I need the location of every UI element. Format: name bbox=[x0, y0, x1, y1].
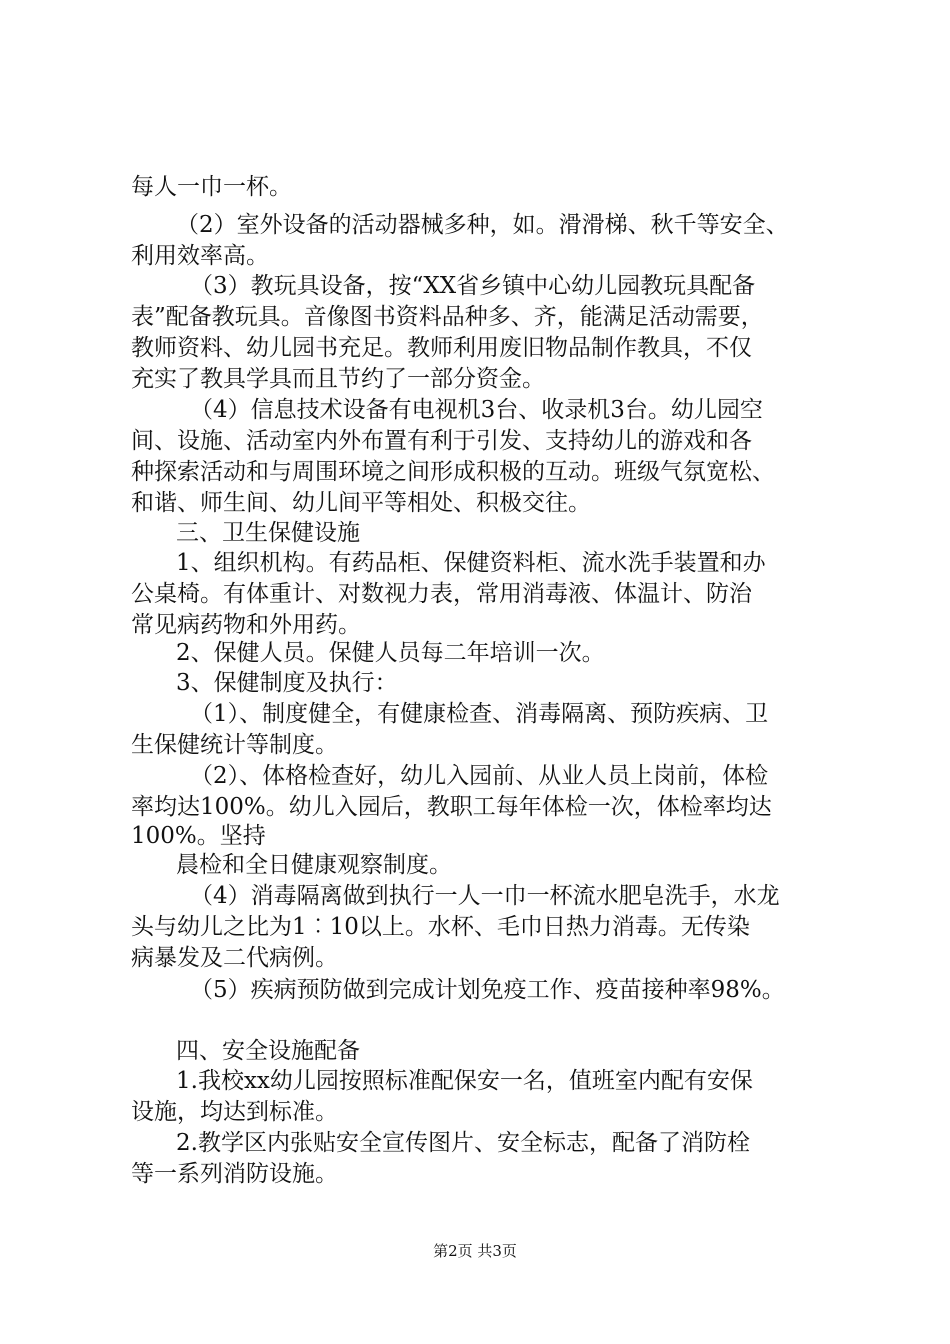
section-heading: 三、卫生保健设施 bbox=[176, 520, 360, 546]
text-line: 表”配备教玩具。音像图书资料品种多、齐，能满足活动需要， bbox=[131, 304, 764, 330]
text-line: 公桌椅。有体重计、对数视力表，常用消毒液、体温计、防治 bbox=[131, 581, 752, 607]
text-line: （5）疾病预防做到完成计划免疫工作、疫苗接种率98%。 bbox=[190, 977, 785, 1003]
text-line: （4）消毒隔离做到执行一人一巾一杯流水肥皂洗手，水龙 bbox=[190, 883, 780, 909]
text-line: （1）、制度健全，有健康检查、消毒隔离、预防疾病、卫 bbox=[190, 701, 769, 727]
text-line: 2、保健人员。保健人员每二年培训一次。 bbox=[176, 640, 605, 666]
text-line: 充实了教具学具而且节约了一部分资金。 bbox=[131, 366, 545, 392]
page-number-footer: 第2页 共3页 bbox=[433, 1242, 517, 1260]
text-line: 每人一巾一杯。 bbox=[131, 174, 292, 200]
text-line: （3）教玩具设备，按“XX省乡镇中心幼儿园教玩具配备 bbox=[190, 273, 756, 299]
text-line: 常见病药物和外用药。 bbox=[131, 612, 361, 638]
text-line: 3、保健制度及执行： bbox=[176, 670, 398, 696]
text-line: 率均达100%。幼儿入园后，教职工每年体检一次，体检率均达 bbox=[131, 794, 772, 820]
section-heading: 四、安全设施配备 bbox=[176, 1038, 360, 1064]
text-line: （2）室外设备的活动器械多种，如。滑滑梯、秋千等安全、 bbox=[176, 212, 789, 238]
text-line: 等一系列消防设施。 bbox=[131, 1161, 338, 1187]
text-line: 100%。坚持 bbox=[131, 823, 266, 849]
text-line: 晨检和全日健康观察制度。 bbox=[176, 852, 452, 878]
text-line: （4）信息技术设备有电视机3台、收录机3台。幼儿园空 bbox=[190, 397, 763, 423]
text-line: 头与幼儿之比为1︰10以上。水杯、毛巾日热力消毒。无传染 bbox=[131, 914, 750, 940]
text-line: 教师资料、幼儿园书充足。教师利用废旧物品制作教具，不仅 bbox=[131, 335, 752, 361]
text-line: 2.教学区内张贴安全宣传图片、安全标志，配备了消防栓 bbox=[176, 1130, 750, 1156]
text-line: （2）、体格检查好，幼儿入园前、从业人员上岗前，体检 bbox=[190, 763, 769, 789]
text-line: 利用效率高。 bbox=[131, 243, 269, 269]
text-line: 间、设施、活动室内外布置有利于引发、支持幼儿的游戏和各 bbox=[131, 428, 752, 454]
text-line: 生保健统计等制度。 bbox=[131, 732, 338, 758]
text-line: 1、组织机构。有药品柜、保健资料柜、流水洗手装置和办 bbox=[176, 550, 766, 576]
text-line: 和谐、师生间、幼儿间平等相处、积极交往。 bbox=[131, 490, 591, 516]
text-line: 1.我校xx幼儿园按照标准配保安一名，值班室内配有安保 bbox=[176, 1068, 753, 1094]
text-line: 病暴发及二代病例。 bbox=[131, 945, 338, 971]
text-line: 设施，均达到标准。 bbox=[131, 1099, 338, 1125]
text-line: 种探索活动和与周围环境之间形成积极的互动。班级气氛宽松、 bbox=[131, 459, 775, 485]
